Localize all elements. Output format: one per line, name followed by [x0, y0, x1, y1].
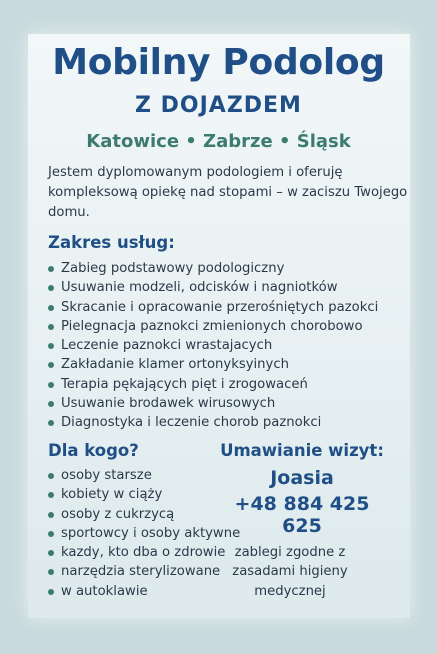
audience-heading: Dla kogo?	[48, 441, 139, 460]
service-item: Usuwanie modzeli, odcisków i nagniotków	[48, 278, 378, 297]
service-area: Katowice • Zabrze • Śląsk	[86, 131, 351, 152]
services-heading: Zakres usług:	[48, 233, 175, 252]
audience-item: w autoklawie	[48, 582, 240, 601]
service-item: Pielegnacja paznokci zmienionych chorobowo	[48, 317, 378, 336]
booking-heading: Umawianie wizyt:	[220, 441, 384, 460]
service-item: Leczenie paznokci wrastajacych	[48, 336, 378, 355]
intro-text: Jestem dyplomowanym podologiem i oferuję kompleksową opiekę nad stopami – w zaciszu Twojego domu.	[48, 165, 408, 220]
service-item: Zabieg podstawowy podologiczny	[48, 259, 378, 278]
audience-item: osoby starsze	[48, 466, 240, 485]
service-item: Zakładanie klamer ortonyksyinych	[48, 355, 378, 374]
flyer-title: Mobilny Podolog	[52, 42, 385, 83]
audience-item: osoby z cukrzycą	[48, 505, 240, 524]
hygiene-note: zablegi zgodne z zasadami higieny medycznej	[232, 545, 348, 599]
contact-name: Joasia	[270, 467, 334, 489]
service-item: Skracanie i opracowanie przerośniętych pazokci	[48, 298, 378, 317]
flyer-subtitle: Z DOJAZDEM	[135, 93, 302, 118]
audience-item: kobiety w ciąży	[48, 485, 240, 504]
service-item: Usuwanie brodawek wirusowych	[48, 394, 378, 413]
audience-item: kazdy, kto dba o zdrowie	[48, 543, 240, 562]
audience-item: sportowcy i osoby aktywne	[48, 524, 240, 543]
audience-item: narzędzia sterylizowane	[48, 562, 240, 581]
service-item: Diagnostyka i leczenie chorob paznokci	[48, 413, 378, 432]
service-item: Terapia pękających pięt i zrogowaceń	[48, 375, 378, 394]
phone-number[interactable]: +48 884 425 625	[234, 493, 370, 537]
services-list	[48, 259, 378, 433]
